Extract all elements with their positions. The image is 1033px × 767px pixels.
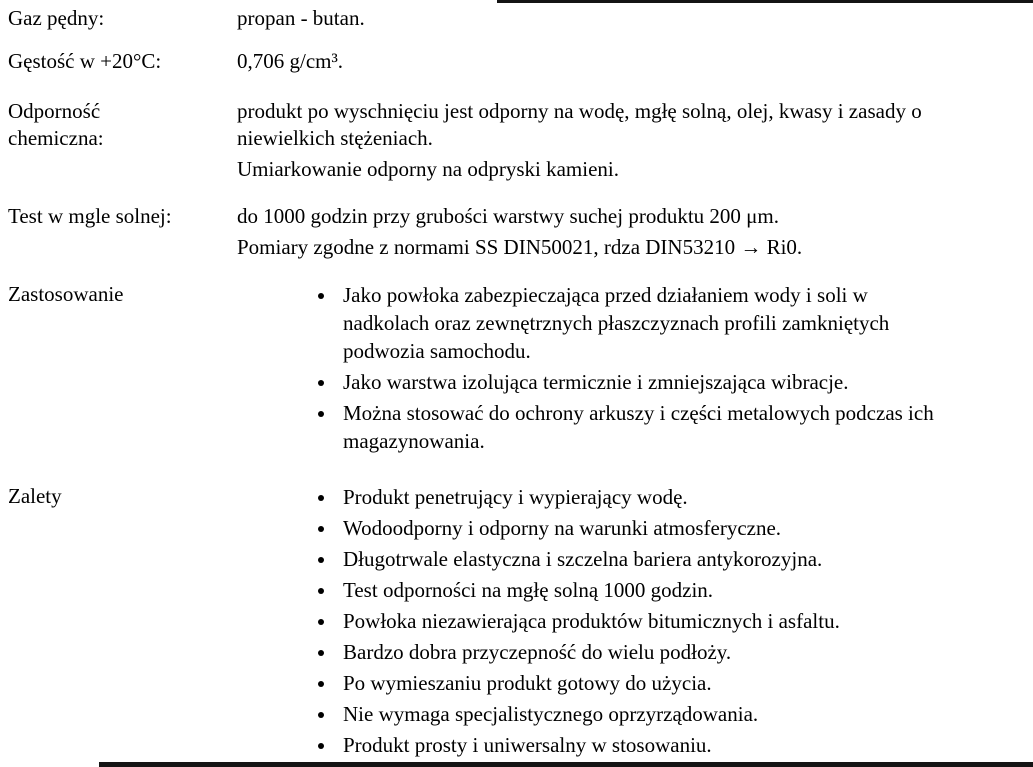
bullet-item: • Powłoka niezawierająca produktów bitumicznych i asfaltu. bbox=[337, 607, 957, 635]
top-edge-artifact bbox=[497, 0, 1033, 3]
spec-label: Gęstość w +20°C: bbox=[8, 49, 162, 73]
spec-label: Gaz pędny: bbox=[8, 6, 105, 30]
spec-row-gaz-pedny bbox=[8, 5, 1033, 32]
spec-text: do 1000 godzin przy grubości warstwy suchej produktu 200 μm. bbox=[237, 204, 780, 228]
spec-label: Odporność chemiczna: bbox=[8, 99, 104, 150]
bottom-edge-artifact bbox=[99, 762, 1033, 767]
bullet-list bbox=[237, 281, 957, 455]
spec-label: Zastosowanie bbox=[8, 282, 124, 306]
bullet-item: • Po wymieszaniu produkt gotowy do użycia. bbox=[337, 669, 957, 697]
spec-row-zalety bbox=[8, 483, 1033, 762]
bullet-item: • Jako warstwa izolująca termicznie i zmniejszająca wibracje. bbox=[337, 368, 957, 396]
spec-text: Umiarkowanie odporny na odpryski kamieni. bbox=[237, 157, 619, 181]
bullet-item: • Produkt prosty i uniwersalny w stosowaniu. bbox=[337, 731, 957, 759]
spec-label: Test w mgle solnej: bbox=[8, 204, 172, 228]
spec-value bbox=[237, 281, 957, 458]
bullet-item: • Bardzo dobra przyczepność do wielu podłoży. bbox=[337, 638, 957, 666]
spec-value bbox=[237, 483, 957, 762]
spec-value bbox=[237, 203, 957, 261]
spec-value bbox=[237, 5, 957, 32]
spec-text: produkt po wyschnięciu jest odporny na wodę, mgłę solną, olej, kwasy i zasady o niewielkich stężeniach. bbox=[237, 99, 922, 150]
spec-value bbox=[237, 48, 957, 75]
spec-row-test-mgla-solna bbox=[8, 203, 1033, 261]
spec-row-gestosc bbox=[8, 48, 1033, 75]
bullet-item: • Test odporności na mgłę solną 1000 godzin. bbox=[337, 576, 957, 604]
bullet-item: • Produkt penetrujący i wypierający wodę. bbox=[337, 483, 957, 511]
spec-text: Pomiary zgodne z normami SS DIN50021, rdza DIN53210 → Ri0. bbox=[237, 235, 803, 259]
bullet-list bbox=[237, 483, 957, 759]
bullet-item: • Nie wymaga specjalistycznego oprzyrządowania. bbox=[337, 700, 957, 728]
spec-text: 0,706 g/cm³. bbox=[237, 49, 344, 73]
bullet-item: • Wodoodporny i odporny na warunki atmosferyczne. bbox=[337, 514, 957, 542]
spec-row-zastosowanie bbox=[8, 281, 1033, 458]
bullet-item: • Można stosować do ochrony arkuszy i części metalowych podczas ich magazynowania. bbox=[337, 399, 957, 455]
bullet-item: • Długotrwale elastyczna i szczelna bariera antykorozyjna. bbox=[337, 545, 957, 573]
spec-label: Zalety bbox=[8, 484, 62, 508]
spec-row-odpornosc-chemiczna bbox=[8, 98, 1033, 183]
spec-text: propan - butan. bbox=[237, 6, 365, 30]
bullet-item: • Jako powłoka zabezpieczająca przed działaniem wody i soli w nadkolach oraz zewnętrznych płaszczyznach profili zamkniętych podwozia samochodu. bbox=[337, 281, 957, 365]
spec-value bbox=[237, 98, 957, 183]
